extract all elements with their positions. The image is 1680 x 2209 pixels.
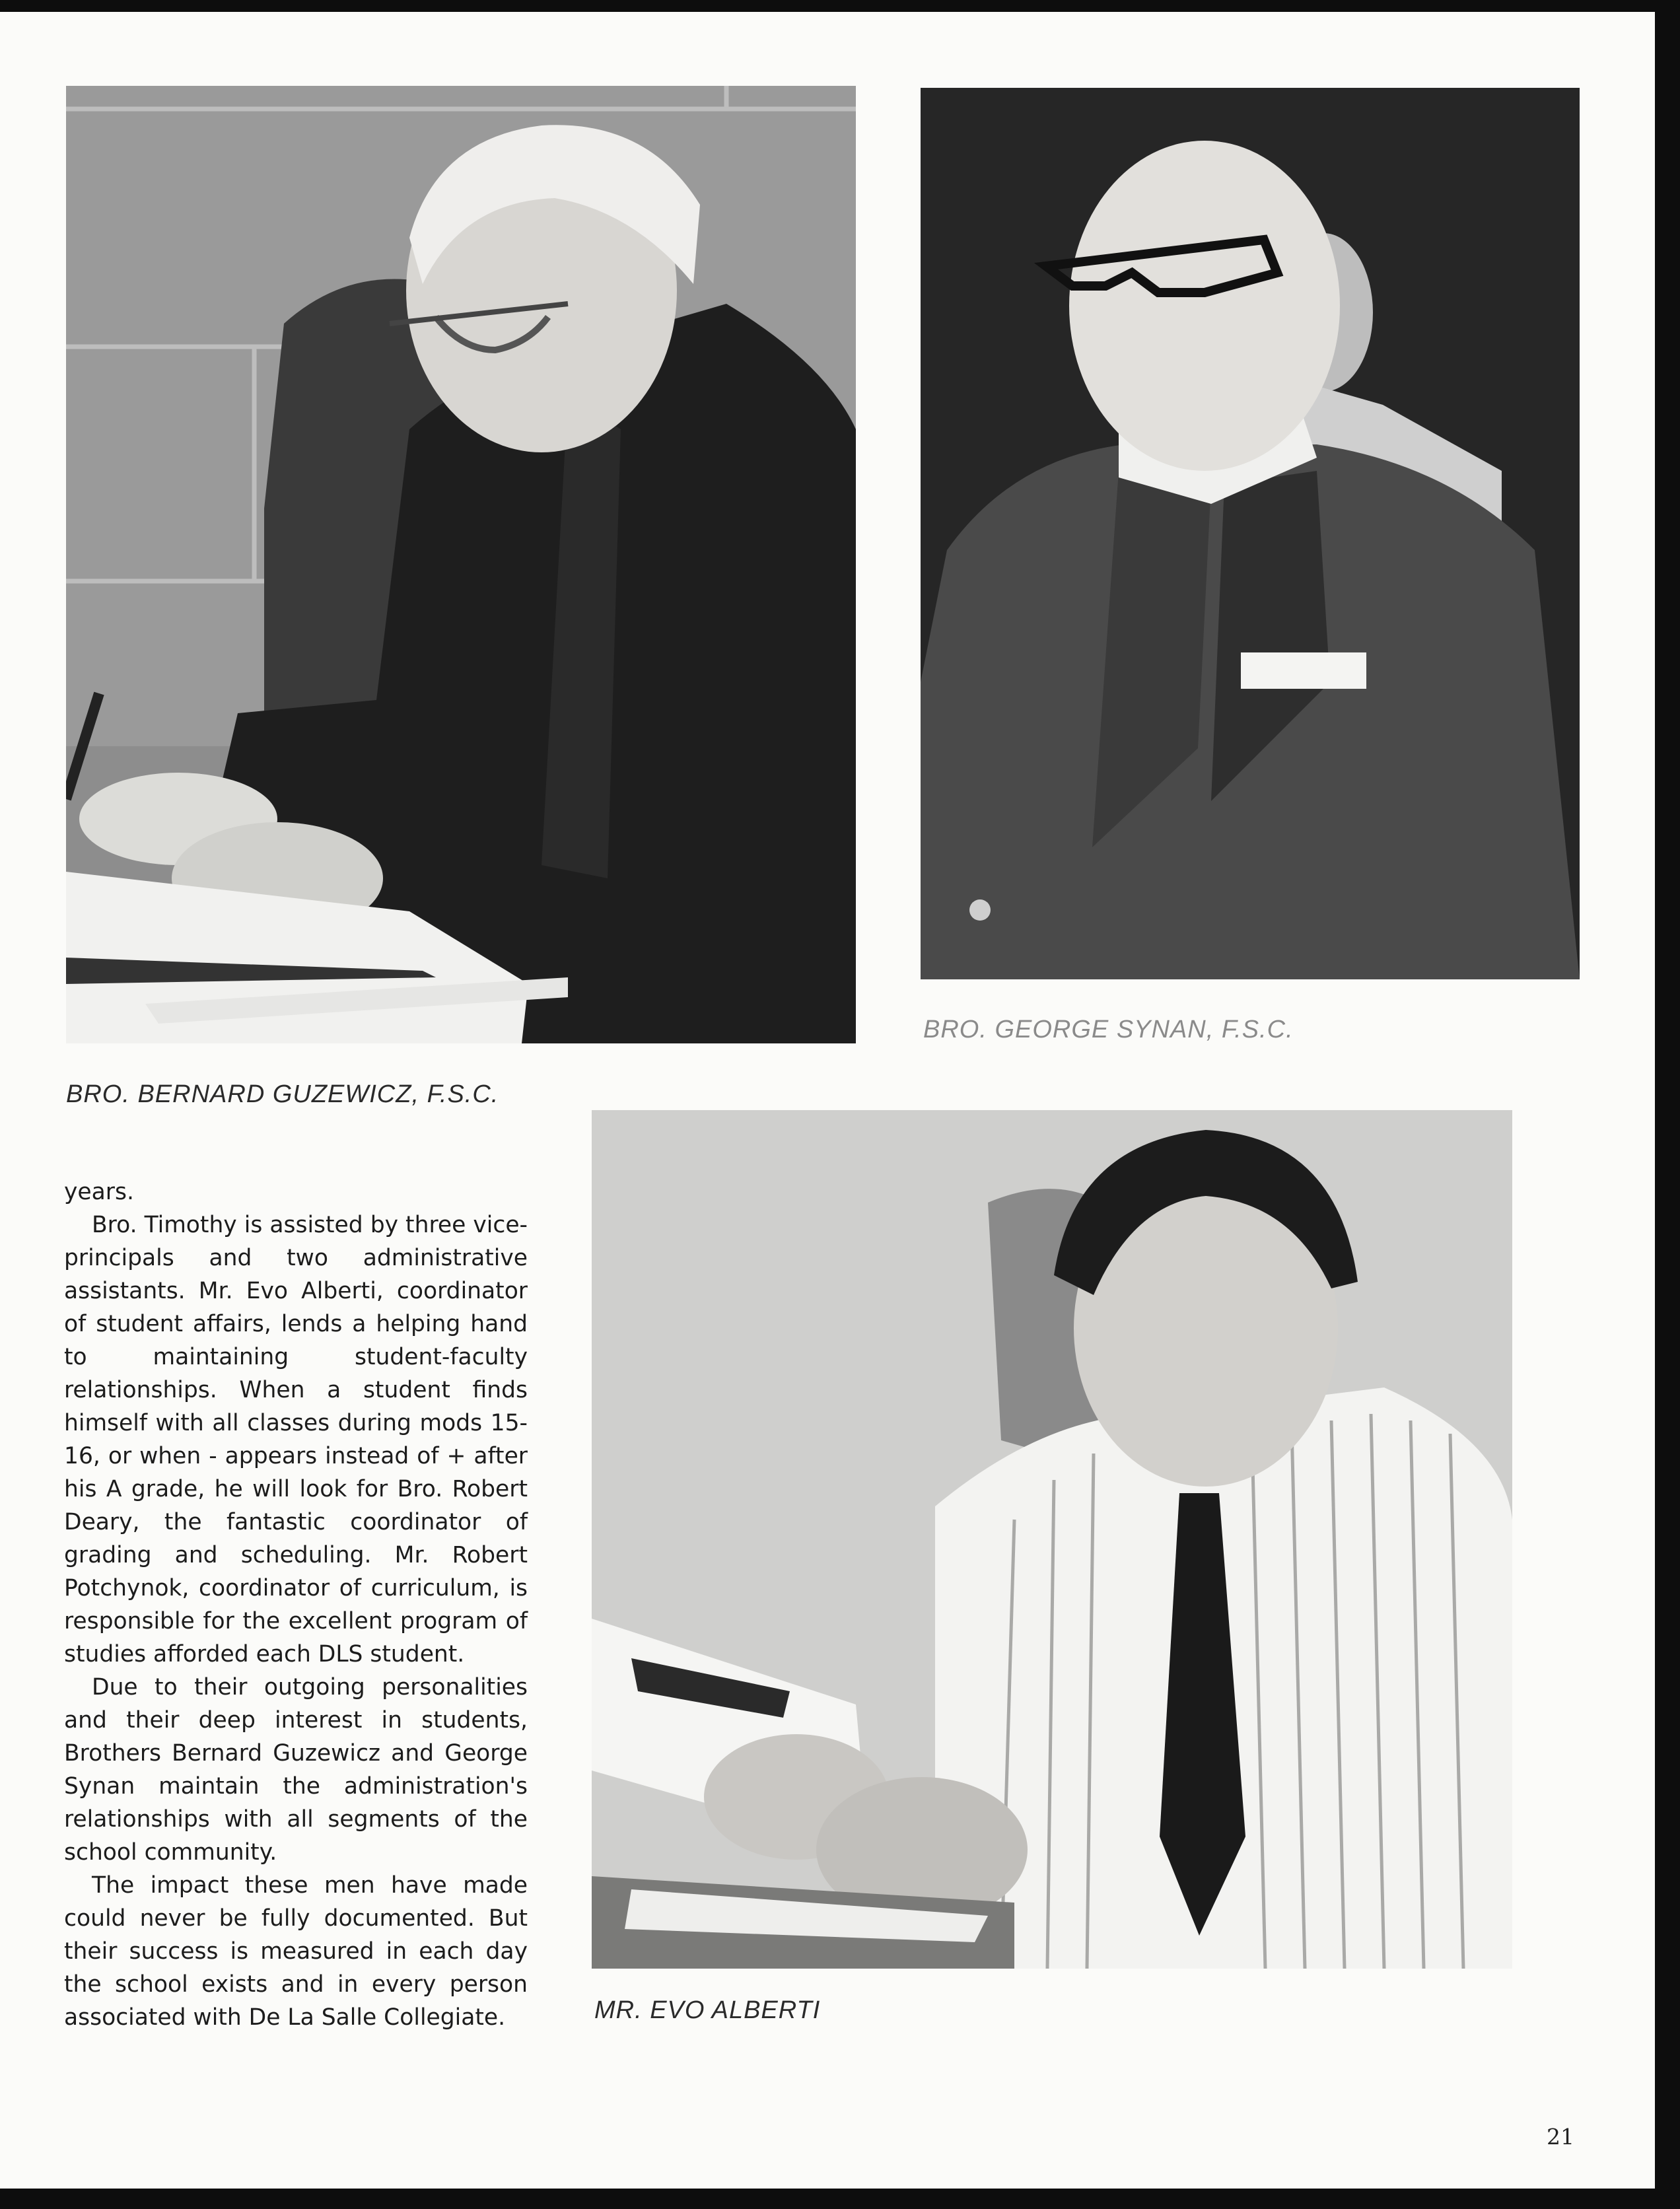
photo-george-synan-image xyxy=(921,88,1580,979)
photo-george-synan xyxy=(921,88,1580,979)
yearbook-page xyxy=(0,12,1655,2189)
photo-evo-alberti xyxy=(592,1110,1512,1969)
article-paragraph-2: Bro. Timothy is assisted by three vice-principals and two administrative assistants. Mr. Evo Alberti, coordinator of student affairs, lends a helping hand to maintaining student-faculty relationships. When a student finds himself with all classes during mods 15-16, or when - appears instead of + after his A grade, he will look for Bro. Robert Deary, the fantastic coordinator of grading and scheduling. Mr. Robert Potchynok, coordinator of curriculum, is responsible for the excellent program of studies afforded each DLS student. xyxy=(64,1212,528,1667)
article-paragraph-3: Due to their outgoing personalities and their deep interest in students, Brothers Bernard Guzewicz and George Synan maintain the administration's relationships with all segments of the school community. xyxy=(64,1674,528,1866)
article-paragraph-1: years. xyxy=(64,1179,134,1205)
caption-george-synan: BRO. GEORGE SYNAN, F.S.C. xyxy=(923,1016,1294,1043)
article-body xyxy=(64,1175,528,2034)
caption-bernard-guzewicz: BRO. BERNARD GUZEWICZ, F.S.C. xyxy=(66,1080,499,1108)
photo-bernard-guzewicz xyxy=(66,86,856,1043)
photo-evo-alberti-image xyxy=(592,1110,1512,1969)
article-paragraph-4: The impact these men have made could never be fully documented. But their success is measured in each day the school exists and in every person associated with De La Salle Collegiate. xyxy=(64,1872,528,2031)
photo-bernard-guzewicz-image xyxy=(66,86,856,1043)
caption-evo-alberti: MR. EVO ALBERTI xyxy=(594,1996,821,2024)
page-number: 21 xyxy=(1547,2124,1574,2150)
